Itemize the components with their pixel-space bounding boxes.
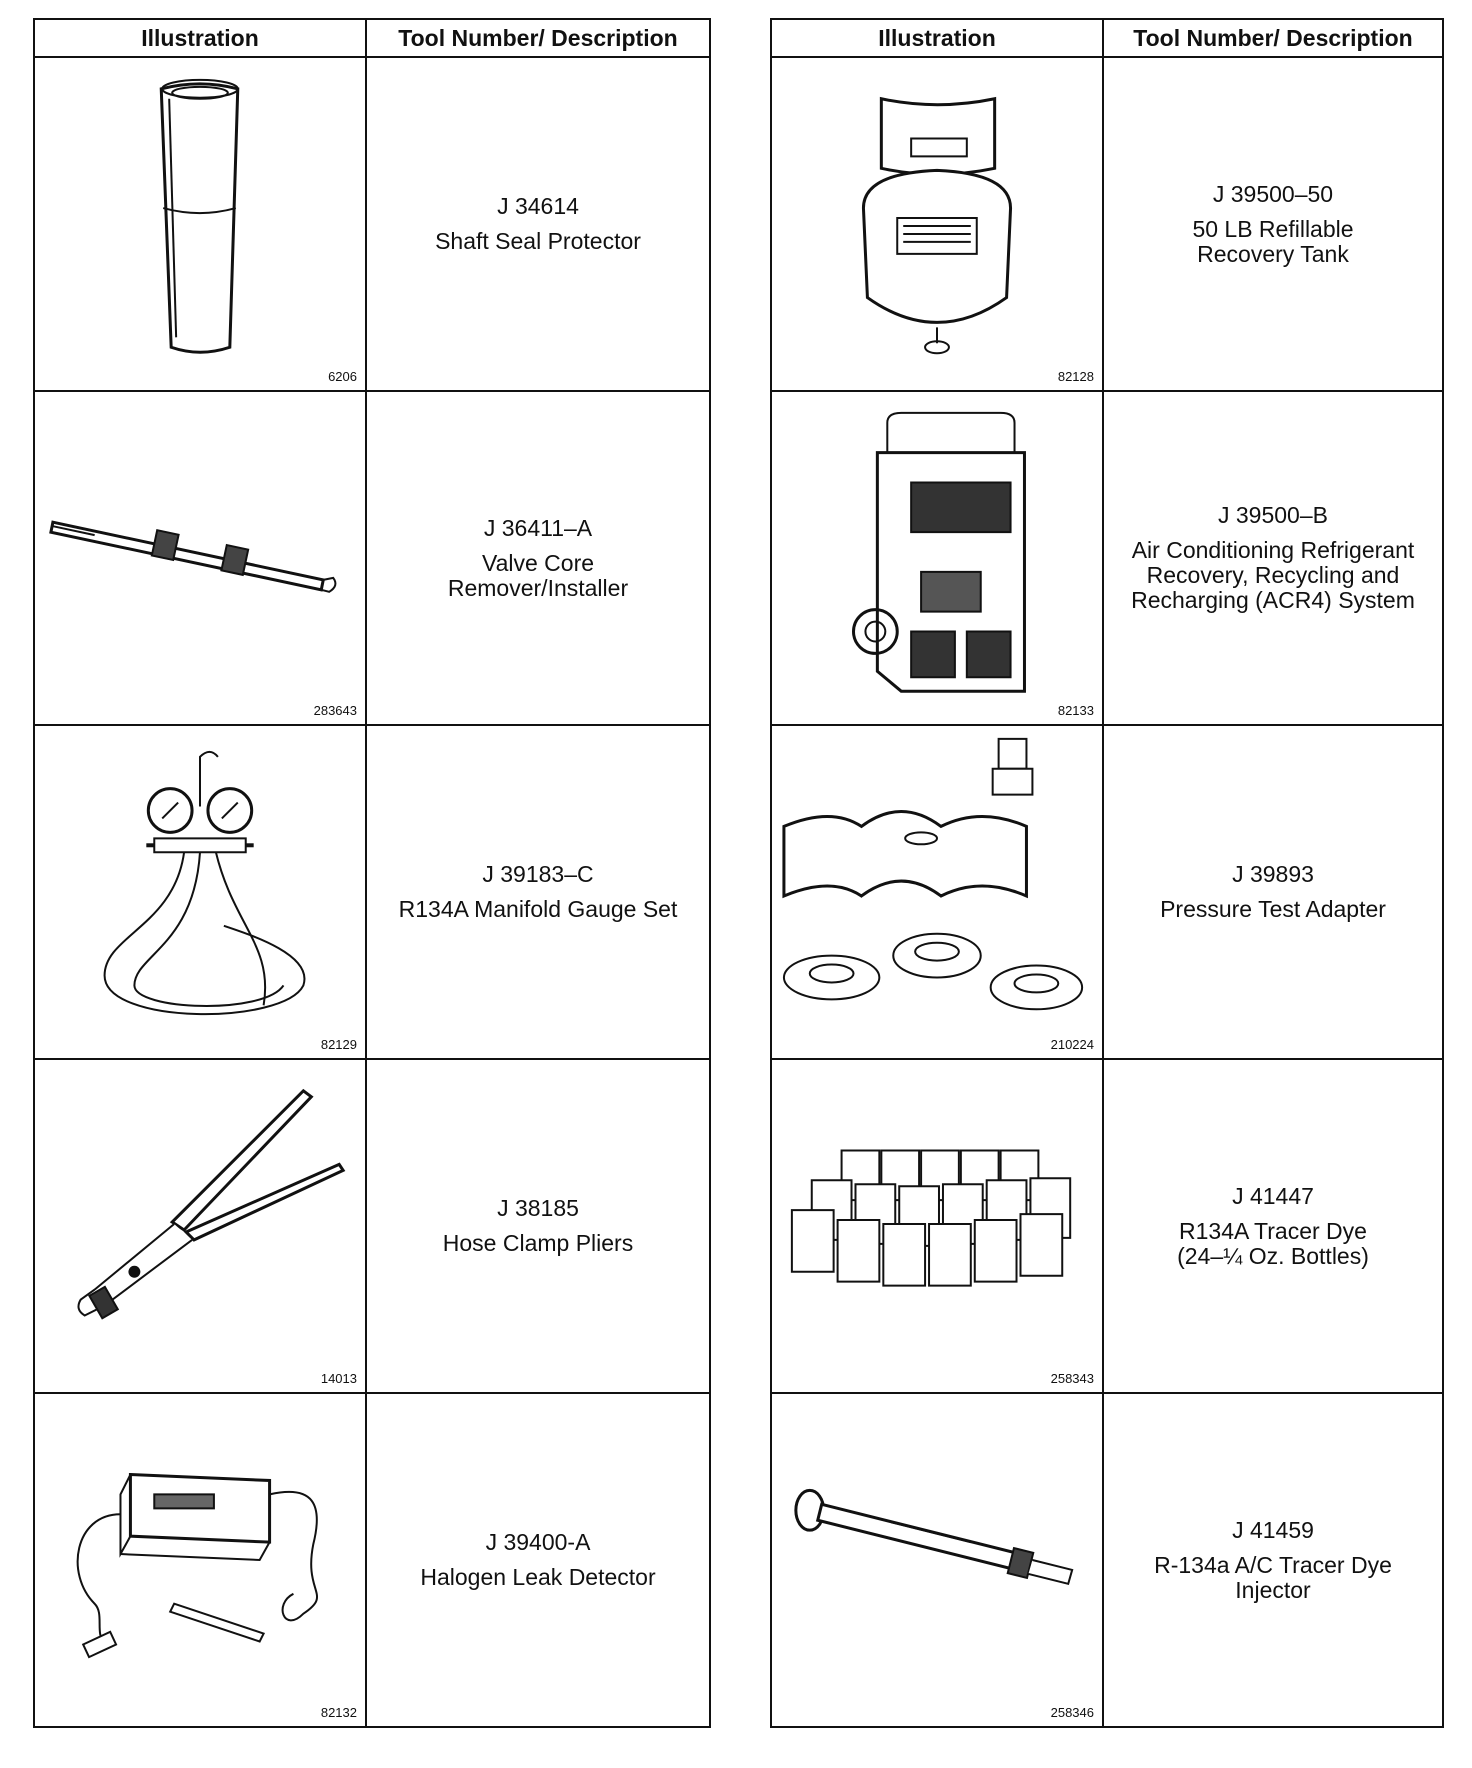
description-cell (1103, 1059, 1443, 1393)
figure-number: 82132 (320, 1705, 357, 1720)
table-row (771, 725, 1443, 1059)
tool-description: (24–¼ Oz. Bottles) (1177, 1242, 1369, 1269)
tool-description: 50 LB Refillable (1192, 215, 1354, 242)
illustration-cell (34, 57, 366, 391)
figure-number: 258346 (1050, 1705, 1094, 1720)
illustration-cell (34, 1393, 366, 1727)
tool-description: Recovery, Recycling and (1146, 562, 1400, 588)
illustration-cell (771, 57, 1103, 391)
figure-number: 82133 (1057, 703, 1094, 718)
illustration-cell (771, 1393, 1103, 1727)
tool-number: J 39500–B (1218, 502, 1328, 528)
shaft-seal-protector-icon (35, 58, 365, 390)
illustration-header: Illustration (34, 19, 366, 57)
illustration-cell (34, 1059, 366, 1393)
description-cell (366, 725, 710, 1059)
tool-description: R-134a A/C Tracer Dye (1154, 1551, 1392, 1578)
table-row (771, 57, 1443, 391)
halogen-leak-detector-icon (35, 1394, 365, 1726)
tool-description: Air Conditioning Refrigerant (1131, 537, 1415, 563)
tool-description: Remover/Installer (447, 574, 629, 601)
tool-description: Hose Clamp Pliers (442, 1230, 634, 1256)
tool-description: R134A Tracer Dye (1179, 1217, 1367, 1244)
pressure-test-adapter-icon (772, 726, 1102, 1058)
description-cell (366, 1393, 710, 1727)
description-cell (1103, 391, 1443, 725)
figure-number: 14013 (320, 1371, 357, 1386)
tool-number: J 41447 (1232, 1182, 1314, 1209)
tool-description: Valve Core (481, 549, 595, 576)
table-row (34, 57, 710, 391)
table-row (34, 1059, 710, 1393)
tool-description: Pressure Test Adapter (1160, 896, 1386, 922)
figure-number: 283643 (313, 703, 357, 718)
tool-number: J 41459 (1232, 1516, 1314, 1543)
figure-number: 210224 (1050, 1037, 1094, 1052)
header-row (34, 19, 710, 57)
figure-number: 82129 (320, 1037, 357, 1052)
tool-number: J 36411–A (483, 514, 593, 541)
description-header: Tool Number/ Description (1103, 19, 1443, 57)
illustration-cell (34, 391, 366, 725)
figure-number: 82128 (1057, 369, 1094, 384)
table-row (34, 725, 710, 1059)
table-row (34, 391, 710, 725)
table-row (771, 1393, 1443, 1727)
table-row (771, 391, 1443, 725)
hose-clamp-pliers-icon (35, 1060, 365, 1392)
table-row (771, 1059, 1443, 1393)
right-tool-table (770, 18, 1444, 1728)
acr4-system-cart-icon (772, 392, 1102, 724)
description-cell (366, 1059, 710, 1393)
table-row (34, 1393, 710, 1727)
description-header: Tool Number/ Description (366, 19, 710, 57)
tool-number: J 38185 (497, 1195, 579, 1221)
tool-description: Shaft Seal Protector (435, 228, 641, 254)
illustration-cell (771, 725, 1103, 1059)
description-cell (366, 391, 710, 725)
illustration-cell (771, 1059, 1103, 1393)
left-tool-table (33, 18, 711, 1728)
tool-description: Recharging (ACR4) System (1131, 587, 1415, 613)
dye-injector-icon (772, 1394, 1102, 1726)
tool-description: Halogen Leak Detector (420, 1564, 656, 1590)
illustration-cell (771, 391, 1103, 725)
figure-number: 6206 (328, 369, 357, 384)
figure-number: 258343 (1050, 1371, 1094, 1386)
tool-number: J 39400-A (485, 1529, 591, 1555)
tool-description: R134A Manifold Gauge Set (398, 896, 678, 922)
description-cell (366, 57, 710, 391)
recovery-tank-icon (772, 58, 1102, 390)
illustration-header: Illustration (771, 19, 1103, 57)
tracer-dye-bottles-icon (772, 1060, 1102, 1392)
tool-number: J 39500–50 (1212, 180, 1334, 207)
description-cell (1103, 1393, 1443, 1727)
tool-number: J 39893 (1232, 861, 1314, 887)
valve-core-tool-icon (35, 392, 365, 724)
description-cell (1103, 725, 1443, 1059)
header-row (771, 19, 1443, 57)
tool-number: J 39183–C (482, 861, 594, 887)
tool-description: Recovery Tank (1197, 240, 1349, 267)
manifold-gauge-set-icon (35, 726, 365, 1058)
illustration-cell (34, 725, 366, 1059)
description-cell (1103, 57, 1443, 391)
tool-description: Injector (1235, 1576, 1311, 1603)
tool-number: J 34614 (497, 193, 579, 219)
